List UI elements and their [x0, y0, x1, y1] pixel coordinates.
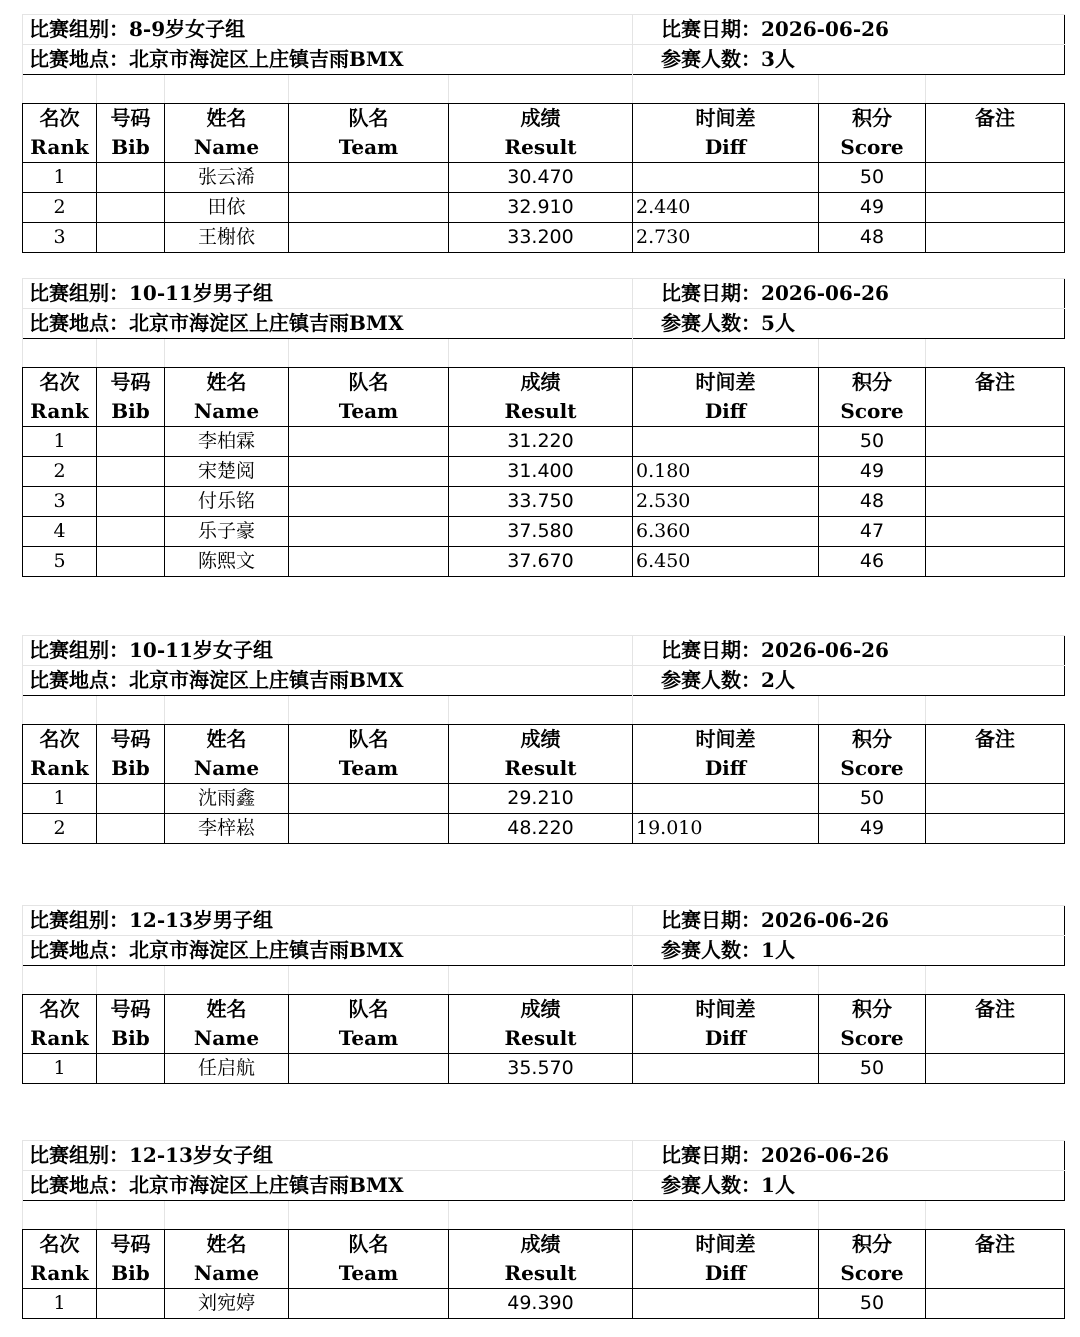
cell-result: 31.220 — [449, 427, 633, 457]
cell-note — [926, 547, 1065, 577]
spacer-row — [22, 339, 1065, 367]
header-row-cn — [23, 725, 1065, 755]
cell-team — [289, 163, 449, 193]
date-label: 比赛日期：2026-06-26 — [633, 1141, 1065, 1171]
cell-result: 33.200 — [449, 223, 633, 253]
table-row — [23, 547, 1065, 577]
cell-note — [926, 223, 1065, 253]
table-row — [23, 487, 1065, 517]
header-note-en — [926, 1024, 1065, 1054]
cell-note — [926, 784, 1065, 814]
cell-result: 29.210 — [449, 784, 633, 814]
place-label: 比赛地点：北京市海淀区上庄镇吉雨BMX — [23, 666, 633, 696]
header-score-cn: 积分 — [819, 104, 926, 134]
cell-diff: 6.360 — [633, 517, 819, 547]
table-row — [23, 457, 1065, 487]
date-label: 比赛日期：2026-06-26 — [633, 906, 1065, 936]
race-place: 北京市海淀区上庄镇吉雨BMX — [129, 311, 404, 335]
results-table — [22, 1229, 1065, 1319]
group-name: 10-11岁男子组 — [129, 281, 273, 305]
header-row-en — [23, 754, 1065, 784]
cell-rank: 3 — [23, 223, 97, 253]
cell-bib — [97, 1054, 165, 1084]
group-name: 12-13岁女子组 — [129, 1143, 273, 1167]
results-table — [22, 724, 1065, 844]
cell-rank: 5 — [23, 547, 97, 577]
header-rank-cn: 名次 — [23, 1230, 97, 1260]
cell-score: 49 — [819, 457, 926, 487]
cell-diff: 2.730 — [633, 223, 819, 253]
table-row — [23, 163, 1065, 193]
header-team-en: Team — [289, 133, 449, 163]
cell-score: 49 — [819, 814, 926, 844]
race-date: 2026-06-26 — [761, 281, 889, 305]
cell-name: 付乐铭 — [165, 487, 289, 517]
header-score-en: Score — [819, 1259, 926, 1289]
cell-bib — [97, 1289, 165, 1319]
cell-result: 31.400 — [449, 457, 633, 487]
header-rank-en: Rank — [23, 1024, 97, 1054]
cell-bib — [97, 517, 165, 547]
header-score-cn: 积分 — [819, 368, 926, 398]
cell-team — [289, 547, 449, 577]
participant-count: 3人 — [761, 47, 795, 71]
cell-score: 48 — [819, 487, 926, 517]
cell-team — [289, 784, 449, 814]
header-diff-en: Diff — [633, 133, 819, 163]
cell-diff: 2.530 — [633, 487, 819, 517]
count-label: 参赛人数：3人 — [633, 45, 1065, 75]
header-diff-cn: 时间差 — [633, 995, 819, 1025]
cell-note — [926, 163, 1065, 193]
cell-bib — [97, 163, 165, 193]
group-info — [22, 635, 1065, 696]
date-label: 比赛日期：2026-06-26 — [633, 279, 1065, 309]
cell-rank: 1 — [23, 1054, 97, 1084]
place-label: 比赛地点：北京市海淀区上庄镇吉雨BMX — [23, 1171, 633, 1201]
cell-name: 田依 — [165, 193, 289, 223]
place-label: 比赛地点：北京市海淀区上庄镇吉雨BMX — [23, 45, 633, 75]
header-row-en — [23, 397, 1065, 427]
header-note-cn: 备注 — [926, 995, 1065, 1025]
cell-note — [926, 427, 1065, 457]
header-rank-cn: 名次 — [23, 995, 97, 1025]
cell-team — [289, 517, 449, 547]
cell-result: 32.910 — [449, 193, 633, 223]
header-note-cn: 备注 — [926, 368, 1065, 398]
race-place: 北京市海淀区上庄镇吉雨BMX — [129, 668, 404, 692]
header-team-en: Team — [289, 1024, 449, 1054]
cell-score: 50 — [819, 427, 926, 457]
header-note-en — [926, 397, 1065, 427]
cell-name: 张云浠 — [165, 163, 289, 193]
table-row — [23, 1289, 1065, 1319]
table-row — [23, 517, 1065, 547]
cell-note — [926, 1054, 1065, 1084]
participant-count: 2人 — [761, 668, 795, 692]
header-result-en: Result — [449, 397, 633, 427]
header-score-cn: 积分 — [819, 995, 926, 1025]
header-team-cn: 队名 — [289, 725, 449, 755]
header-row-en — [23, 133, 1065, 163]
race-date: 2026-06-26 — [761, 1143, 889, 1167]
cell-score: 50 — [819, 1289, 926, 1319]
race-date: 2026-06-26 — [761, 908, 889, 932]
header-team-en: Team — [289, 1259, 449, 1289]
group-label: 比赛组别：12-13岁男子组 — [23, 906, 633, 936]
cell-team — [289, 193, 449, 223]
cell-result: 30.470 — [449, 163, 633, 193]
header-name-cn: 姓名 — [165, 368, 289, 398]
cell-bib — [97, 427, 165, 457]
header-name-en: Name — [165, 754, 289, 784]
cell-team — [289, 457, 449, 487]
header-bib-cn: 号码 — [97, 104, 165, 134]
spacer-row — [22, 696, 1065, 724]
group-label: 比赛组别：12-13岁女子组 — [23, 1141, 633, 1171]
header-team-cn: 队名 — [289, 368, 449, 398]
group-block — [22, 14, 1064, 253]
cell-score: 47 — [819, 517, 926, 547]
cell-bib — [97, 547, 165, 577]
cell-diff: 19.010 — [633, 814, 819, 844]
cell-name: 刘宛婷 — [165, 1289, 289, 1319]
spacer-row — [22, 75, 1065, 103]
cell-bib — [97, 223, 165, 253]
header-diff-cn: 时间差 — [633, 368, 819, 398]
group-info — [22, 278, 1065, 339]
header-rank-en: Rank — [23, 397, 97, 427]
cell-score: 48 — [819, 223, 926, 253]
race-date: 2026-06-26 — [761, 638, 889, 662]
cell-rank: 2 — [23, 457, 97, 487]
header-bib-en: Bib — [97, 397, 165, 427]
race-place: 北京市海淀区上庄镇吉雨BMX — [129, 1173, 404, 1197]
header-name-en: Name — [165, 397, 289, 427]
cell-diff — [633, 784, 819, 814]
cell-rank: 1 — [23, 784, 97, 814]
header-team-en: Team — [289, 754, 449, 784]
cell-name: 乐子豪 — [165, 517, 289, 547]
table-row — [23, 193, 1065, 223]
group-block — [22, 635, 1064, 844]
header-result-cn: 成绩 — [449, 1230, 633, 1260]
header-diff-cn: 时间差 — [633, 104, 819, 134]
header-note-en — [926, 1259, 1065, 1289]
header-note-cn: 备注 — [926, 1230, 1065, 1260]
cell-bib — [97, 487, 165, 517]
count-label: 参赛人数：1人 — [633, 1171, 1065, 1201]
table-row — [23, 223, 1065, 253]
cell-result: 35.570 — [449, 1054, 633, 1084]
group-label: 比赛组别：10-11岁男子组 — [23, 279, 633, 309]
cell-diff — [633, 163, 819, 193]
race-place: 北京市海淀区上庄镇吉雨BMX — [129, 47, 404, 71]
header-name-cn: 姓名 — [165, 725, 289, 755]
cell-rank: 2 — [23, 814, 97, 844]
header-diff-en: Diff — [633, 1024, 819, 1054]
cell-diff — [633, 1289, 819, 1319]
header-bib-cn: 号码 — [97, 725, 165, 755]
header-result-cn: 成绩 — [449, 368, 633, 398]
header-rank-cn: 名次 — [23, 368, 97, 398]
cell-note — [926, 487, 1065, 517]
group-info — [22, 905, 1065, 966]
place-label: 比赛地点：北京市海淀区上庄镇吉雨BMX — [23, 309, 633, 339]
cell-rank: 1 — [23, 1289, 97, 1319]
cell-team — [289, 814, 449, 844]
results-table — [22, 103, 1065, 253]
spacer-row — [22, 966, 1065, 994]
cell-team — [289, 487, 449, 517]
cell-result: 37.670 — [449, 547, 633, 577]
place-label: 比赛地点：北京市海淀区上庄镇吉雨BMX — [23, 936, 633, 966]
header-name-en: Name — [165, 1259, 289, 1289]
header-bib-cn: 号码 — [97, 1230, 165, 1260]
group-block — [22, 905, 1064, 1084]
cell-score: 46 — [819, 547, 926, 577]
cell-team — [289, 223, 449, 253]
count-label: 参赛人数：1人 — [633, 936, 1065, 966]
header-diff-en: Diff — [633, 754, 819, 784]
table-row — [23, 427, 1065, 457]
cell-team — [289, 1054, 449, 1084]
header-rank-cn: 名次 — [23, 104, 97, 134]
date-label: 比赛日期：2026-06-26 — [633, 15, 1065, 45]
header-row-cn — [23, 995, 1065, 1025]
cell-rank: 2 — [23, 193, 97, 223]
header-result-cn: 成绩 — [449, 995, 633, 1025]
cell-note — [926, 193, 1065, 223]
results-table — [22, 994, 1065, 1084]
header-score-cn: 积分 — [819, 725, 926, 755]
cell-bib — [97, 814, 165, 844]
header-score-en: Score — [819, 133, 926, 163]
cell-score: 49 — [819, 193, 926, 223]
cell-diff — [633, 1054, 819, 1084]
header-bib-cn: 号码 — [97, 995, 165, 1025]
cell-name: 李梓崧 — [165, 814, 289, 844]
group-name: 12-13岁男子组 — [129, 908, 273, 932]
header-result-en: Result — [449, 1024, 633, 1054]
header-diff-cn: 时间差 — [633, 1230, 819, 1260]
header-team-en: Team — [289, 397, 449, 427]
participant-count: 5人 — [761, 311, 795, 335]
cell-rank: 1 — [23, 427, 97, 457]
group-info — [22, 1140, 1065, 1201]
cell-note — [926, 1289, 1065, 1319]
header-bib-en: Bib — [97, 1259, 165, 1289]
cell-score: 50 — [819, 784, 926, 814]
table-row — [23, 1054, 1065, 1084]
header-bib-en: Bib — [97, 1024, 165, 1054]
cell-name: 李柏霖 — [165, 427, 289, 457]
cell-diff: 2.440 — [633, 193, 819, 223]
header-name-en: Name — [165, 133, 289, 163]
race-date: 2026-06-26 — [761, 17, 889, 41]
header-result-cn: 成绩 — [449, 725, 633, 755]
header-diff-cn: 时间差 — [633, 725, 819, 755]
header-bib-en: Bib — [97, 133, 165, 163]
header-row-cn — [23, 368, 1065, 398]
header-note-cn: 备注 — [926, 104, 1065, 134]
cell-score: 50 — [819, 1054, 926, 1084]
cell-bib — [97, 784, 165, 814]
header-row-en — [23, 1259, 1065, 1289]
header-rank-cn: 名次 — [23, 725, 97, 755]
header-name-cn: 姓名 — [165, 1230, 289, 1260]
cell-name: 沈雨鑫 — [165, 784, 289, 814]
cell-result: 33.750 — [449, 487, 633, 517]
cell-bib — [97, 457, 165, 487]
header-score-cn: 积分 — [819, 1230, 926, 1260]
participant-count: 1人 — [761, 1173, 795, 1197]
table-row — [23, 784, 1065, 814]
header-name-cn: 姓名 — [165, 104, 289, 134]
header-team-cn: 队名 — [289, 1230, 449, 1260]
cell-diff: 6.450 — [633, 547, 819, 577]
cell-rank: 4 — [23, 517, 97, 547]
cell-result: 49.390 — [449, 1289, 633, 1319]
header-team-cn: 队名 — [289, 995, 449, 1025]
header-result-cn: 成绩 — [449, 104, 633, 134]
header-result-en: Result — [449, 754, 633, 784]
cell-name: 任启航 — [165, 1054, 289, 1084]
header-row-en — [23, 1024, 1065, 1054]
group-block — [22, 278, 1064, 577]
cell-score: 50 — [819, 163, 926, 193]
header-row-cn — [23, 1230, 1065, 1260]
cell-note — [926, 457, 1065, 487]
header-diff-en: Diff — [633, 397, 819, 427]
header-name-en: Name — [165, 1024, 289, 1054]
group-label: 比赛组别：8-9岁女子组 — [23, 15, 633, 45]
cell-team — [289, 427, 449, 457]
group-name: 10-11岁女子组 — [129, 638, 273, 662]
header-bib-en: Bib — [97, 754, 165, 784]
cell-result: 37.580 — [449, 517, 633, 547]
cell-diff: 0.180 — [633, 457, 819, 487]
header-note-cn: 备注 — [926, 725, 1065, 755]
header-rank-en: Rank — [23, 1259, 97, 1289]
cell-rank: 1 — [23, 163, 97, 193]
header-row-cn — [23, 104, 1065, 134]
count-label: 参赛人数：2人 — [633, 666, 1065, 696]
cell-note — [926, 517, 1065, 547]
header-score-en: Score — [819, 397, 926, 427]
header-team-cn: 队名 — [289, 104, 449, 134]
header-result-en: Result — [449, 133, 633, 163]
date-label: 比赛日期：2026-06-26 — [633, 636, 1065, 666]
cell-rank: 3 — [23, 487, 97, 517]
results-table — [22, 367, 1065, 577]
cell-result: 48.220 — [449, 814, 633, 844]
header-score-en: Score — [819, 1024, 926, 1054]
group-name: 8-9岁女子组 — [129, 17, 246, 41]
header-score-en: Score — [819, 754, 926, 784]
group-label: 比赛组别：10-11岁女子组 — [23, 636, 633, 666]
spacer-row — [22, 1201, 1065, 1229]
participant-count: 1人 — [761, 938, 795, 962]
header-note-en — [926, 754, 1065, 784]
cell-diff — [633, 427, 819, 457]
cell-bib — [97, 193, 165, 223]
cell-name: 宋楚阅 — [165, 457, 289, 487]
cell-name: 王榭依 — [165, 223, 289, 253]
header-bib-cn: 号码 — [97, 368, 165, 398]
header-diff-en: Diff — [633, 1259, 819, 1289]
header-rank-en: Rank — [23, 754, 97, 784]
group-block — [22, 1140, 1064, 1319]
header-name-cn: 姓名 — [165, 995, 289, 1025]
header-note-en — [926, 133, 1065, 163]
group-info — [22, 14, 1065, 75]
cell-team — [289, 1289, 449, 1319]
header-rank-en: Rank — [23, 133, 97, 163]
header-result-en: Result — [449, 1259, 633, 1289]
cell-name: 陈熙文 — [165, 547, 289, 577]
count-label: 参赛人数：5人 — [633, 309, 1065, 339]
race-place: 北京市海淀区上庄镇吉雨BMX — [129, 938, 404, 962]
cell-note — [926, 814, 1065, 844]
table-row — [23, 814, 1065, 844]
